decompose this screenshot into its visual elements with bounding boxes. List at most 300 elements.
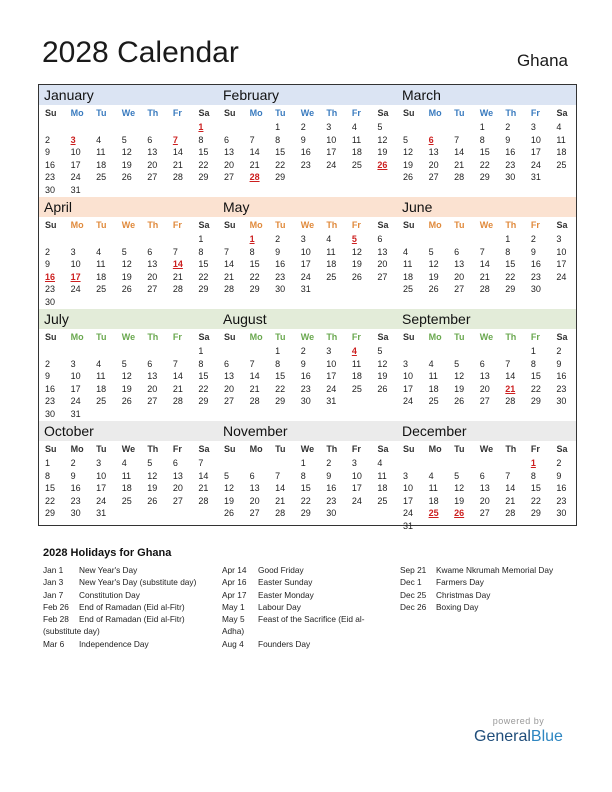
day-cell: 25 — [351, 159, 362, 170]
day-cell: 17 — [300, 259, 311, 270]
empty-day-cell — [397, 345, 423, 358]
day-cell: 20 — [172, 483, 183, 494]
day-cell: 1 — [530, 346, 536, 356]
day-cell: 7 — [172, 246, 178, 257]
day-cell: 4 — [428, 358, 434, 369]
day-grid — [218, 121, 397, 184]
empty-day-cell — [141, 233, 167, 246]
day-cell: 12 — [147, 470, 158, 481]
day-cell: 15 — [505, 259, 516, 270]
day-cell: 3 — [70, 246, 76, 257]
day-cell: 24 — [96, 495, 107, 506]
day-cell: 16 — [300, 371, 311, 382]
weekday-label: We — [479, 108, 494, 118]
day-cell: 20 — [147, 383, 158, 394]
day-cell: 11 — [96, 259, 106, 270]
weekday-label: Fr — [351, 332, 361, 342]
day-cell: 13 — [224, 147, 235, 158]
day-cell: 8 — [530, 358, 536, 369]
day-cell: 13 — [172, 470, 183, 481]
holiday-name: Easter Monday — [258, 589, 314, 600]
day-cell: 19 — [377, 371, 388, 382]
day-cell: 21 — [172, 271, 183, 282]
day-cell: 1 — [275, 346, 281, 356]
weekday-label: Mo — [249, 332, 263, 342]
holiday-date: Jan 1 — [43, 565, 64, 575]
holiday-date: May 1 — [222, 601, 245, 612]
day-cell: 6 — [224, 134, 230, 145]
day-cell: 28 — [505, 508, 516, 519]
holiday-day-cell: 14 — [172, 259, 183, 270]
day-cell: 4 — [403, 246, 409, 257]
weekday-header — [39, 217, 218, 233]
day-cell: 19 — [121, 159, 132, 170]
day-cell: 17 — [96, 483, 107, 494]
holiday-list-item — [222, 576, 398, 588]
weekday-label: Fr — [530, 220, 540, 230]
day-cell: 3 — [326, 122, 332, 132]
day-cell: 13 — [454, 259, 465, 270]
day-cell: 5 — [121, 358, 127, 369]
day-cell: 29 — [249, 284, 260, 295]
day-cell: 3 — [403, 358, 409, 369]
weekday-header — [397, 441, 576, 457]
day-cell: 6 — [147, 246, 153, 257]
day-cell: 20 — [479, 495, 490, 506]
day-cell: 25 — [556, 159, 567, 170]
day-cell: 7 — [249, 134, 255, 145]
day-cell: 5 — [377, 122, 383, 132]
day-cell: 8 — [479, 134, 485, 145]
generalblue-logo — [474, 728, 563, 746]
empty-day-cell — [448, 233, 474, 246]
holiday-day-cell: 17 — [70, 271, 81, 282]
day-cell: 3 — [96, 458, 102, 468]
day-cell: 3 — [326, 346, 332, 356]
month-name: April — [39, 197, 218, 217]
day-cell: 12 — [454, 371, 465, 382]
day-cell: 24 — [530, 159, 541, 170]
day-cell: 5 — [121, 134, 127, 145]
day-cell: 19 — [224, 495, 235, 506]
weekday-label: Sa — [198, 332, 210, 342]
holiday-day-cell: 4 — [351, 346, 357, 356]
empty-day-cell — [90, 121, 116, 134]
day-cell: 18 — [326, 259, 337, 270]
powered-by-text: powered by — [492, 716, 545, 726]
day-cell: 18 — [403, 271, 414, 282]
day-cell: 16 — [326, 483, 337, 494]
day-cell: 17 — [70, 159, 81, 170]
empty-day-cell — [397, 457, 423, 470]
holiday-list-item — [43, 613, 223, 625]
day-grid — [397, 121, 576, 184]
month-name: November — [218, 421, 397, 441]
weekday-label: Su — [403, 220, 415, 230]
day-cell: 6 — [454, 246, 460, 257]
day-cell: 13 — [147, 147, 158, 158]
weekday-label: Th — [147, 220, 159, 230]
day-cell: 25 — [96, 396, 107, 407]
holiday-list-item — [222, 625, 398, 637]
day-cell: 28 — [172, 284, 183, 295]
day-cell: 29 — [530, 508, 541, 519]
day-cell: 10 — [530, 134, 541, 145]
weekday-label: We — [121, 444, 136, 454]
day-cell: 2 — [275, 234, 281, 244]
day-cell: 24 — [351, 495, 362, 506]
day-cell: 10 — [326, 358, 337, 369]
empty-day-cell — [116, 121, 142, 134]
day-cell: 22 — [275, 383, 286, 394]
holiday-day-cell: 3 — [70, 134, 76, 145]
weekday-label: Sa — [377, 332, 389, 342]
weekday-label: Sa — [377, 220, 389, 230]
day-cell: 27 — [147, 284, 158, 295]
day-cell: 25 — [326, 271, 337, 282]
day-cell: 5 — [121, 246, 127, 257]
empty-day-cell — [116, 233, 142, 246]
weekday-label: Sa — [556, 444, 568, 454]
day-cell: 26 — [428, 284, 439, 295]
weekday-label: Th — [505, 108, 517, 118]
day-cell: 15 — [198, 259, 209, 270]
holiday-list-item — [43, 589, 223, 601]
day-cell: 29 — [198, 284, 209, 295]
day-cell: 21 — [505, 495, 516, 506]
day-cell: 30 — [45, 184, 56, 195]
day-cell: 2 — [556, 346, 562, 356]
weekday-label: Mo — [249, 108, 263, 118]
day-cell: 13 — [428, 147, 439, 158]
day-cell: 10 — [70, 147, 81, 158]
day-cell: 16 — [70, 483, 81, 494]
empty-day-cell — [448, 345, 474, 358]
holiday-list-item — [400, 601, 576, 613]
weekday-label: We — [300, 108, 315, 118]
day-cell: 10 — [70, 371, 81, 382]
day-cell: 28 — [224, 284, 235, 295]
empty-day-cell — [218, 121, 244, 134]
day-cell: 9 — [300, 358, 306, 369]
weekday-header — [218, 441, 397, 457]
day-cell: 10 — [351, 470, 362, 481]
day-cell: 11 — [121, 470, 132, 481]
weekday-label: Mo — [70, 444, 84, 454]
day-cell: 13 — [147, 259, 158, 270]
empty-day-cell — [141, 345, 167, 358]
calendar-grid — [38, 84, 577, 531]
weekday-header — [397, 217, 576, 233]
day-cell: 26 — [377, 383, 388, 394]
weekday-header — [39, 441, 218, 457]
day-cell: 21 — [454, 159, 465, 170]
day-cell: 25 — [428, 396, 439, 407]
day-cell: 8 — [198, 246, 204, 257]
month-name: February — [218, 85, 397, 105]
day-cell: 1 — [198, 346, 204, 356]
day-cell: 23 — [275, 271, 286, 282]
day-cell: 29 — [275, 172, 286, 183]
weekday-header — [218, 105, 397, 121]
day-cell: 3 — [403, 470, 409, 481]
day-cell: 17 — [556, 259, 567, 270]
empty-day-cell — [90, 233, 116, 246]
weekday-label: Tu — [454, 108, 465, 118]
day-cell: 26 — [403, 172, 414, 183]
month-name: July — [39, 309, 218, 329]
day-cell: 15 — [249, 259, 260, 270]
day-cell: 28 — [479, 284, 490, 295]
day-cell: 23 — [505, 159, 516, 170]
weekday-label: Sa — [556, 220, 568, 230]
day-cell: 27 — [172, 495, 183, 506]
day-cell: 22 — [198, 159, 209, 170]
day-cell: 2 — [326, 458, 332, 468]
weekday-label: Su — [224, 108, 236, 118]
holiday-day-cell: 6 — [428, 134, 434, 145]
empty-day-cell — [499, 345, 525, 358]
day-cell: 30 — [556, 508, 567, 519]
day-cell: 8 — [530, 470, 536, 481]
holiday-list-item — [43, 576, 223, 588]
day-cell: 8 — [275, 134, 281, 145]
day-cell: 22 — [300, 495, 311, 506]
day-cell: 17 — [351, 483, 362, 494]
holiday-date: Mar 6 — [43, 638, 65, 649]
day-cell: 15 — [198, 371, 209, 382]
day-cell: 27 — [479, 396, 490, 407]
day-cell: 4 — [428, 470, 434, 481]
day-cell: 2 — [530, 234, 536, 244]
weekday-label: Tu — [275, 220, 286, 230]
day-cell: 16 — [530, 259, 541, 270]
day-cell: 20 — [428, 159, 439, 170]
day-cell: 9 — [530, 246, 536, 257]
day-cell: 9 — [45, 259, 51, 270]
day-cell: 3 — [351, 458, 357, 468]
day-cell: 22 — [505, 271, 516, 282]
day-cell: 14 — [505, 371, 516, 382]
day-cell: 2 — [505, 122, 511, 132]
day-cell: 29 — [300, 508, 311, 519]
day-cell: 13 — [377, 246, 388, 257]
day-cell: 1 — [45, 458, 51, 468]
day-cell: 24 — [326, 159, 337, 170]
empty-day-cell — [167, 121, 193, 134]
day-cell: 5 — [454, 470, 460, 481]
day-cell: 11 — [96, 371, 106, 382]
country-label: Ghana — [516, 51, 568, 70]
day-cell: 15 — [530, 371, 541, 382]
day-cell: 12 — [121, 259, 132, 270]
holiday-list-item — [222, 564, 398, 576]
day-cell: 1 — [505, 234, 511, 244]
day-cell: 29 — [479, 172, 490, 183]
day-cell: 20 — [147, 271, 158, 282]
day-cell: 25 — [121, 495, 132, 506]
day-cell: 11 — [428, 483, 438, 494]
day-cell: 18 — [351, 147, 362, 158]
day-cell: 18 — [96, 383, 107, 394]
day-cell: 9 — [326, 470, 332, 481]
weekday-label: Su — [403, 108, 415, 118]
empty-day-cell — [90, 345, 116, 358]
day-cell: 20 — [147, 159, 158, 170]
day-cell: 19 — [351, 259, 362, 270]
empty-day-cell — [39, 233, 65, 246]
empty-day-cell — [423, 233, 449, 246]
day-cell: 27 — [249, 508, 260, 519]
empty-day-cell — [218, 457, 244, 470]
day-cell: 2 — [70, 458, 76, 468]
day-cell: 8 — [198, 134, 204, 145]
day-cell: 12 — [377, 358, 388, 369]
empty-day-cell — [474, 345, 500, 358]
day-cell: 27 — [224, 396, 235, 407]
day-cell: 26 — [454, 396, 465, 407]
day-cell: 5 — [377, 346, 383, 356]
weekday-label: Fr — [530, 332, 540, 342]
holiday-name: Labour Day — [258, 601, 301, 612]
weekday-header — [39, 329, 218, 345]
holiday-name: Independence Day — [79, 638, 149, 649]
weekday-label: Tu — [454, 332, 465, 342]
weekday-label: We — [479, 220, 494, 230]
holiday-list-item — [43, 601, 223, 613]
day-cell: 30 — [45, 408, 56, 419]
weekday-label: Tu — [454, 444, 465, 454]
day-cell: 23 — [556, 495, 567, 506]
day-cell: 12 — [224, 483, 235, 494]
day-cell: 31 — [530, 172, 541, 183]
day-cell: 3 — [556, 234, 562, 244]
holiday-date: Jan 7 — [43, 589, 64, 600]
holiday-name: Constitution Day — [79, 589, 140, 600]
month-name: March — [397, 85, 576, 105]
empty-day-cell — [474, 233, 500, 246]
month-march — [397, 85, 576, 195]
weekday-label: Su — [224, 444, 236, 454]
day-cell: 1 — [275, 122, 281, 132]
day-cell: 1 — [300, 458, 306, 468]
weekday-label: Fr — [172, 108, 182, 118]
holiday-date: Feb 26 — [43, 601, 69, 612]
weekday-label: We — [121, 220, 136, 230]
weekday-label: Tu — [275, 332, 286, 342]
day-cell: 10 — [403, 483, 414, 494]
day-cell: 27 — [479, 508, 490, 519]
day-cell: 28 — [454, 172, 465, 183]
day-cell: 11 — [428, 371, 438, 382]
month-april — [39, 197, 218, 307]
month-november — [218, 421, 397, 531]
weekday-label: Sa — [198, 444, 210, 454]
empty-day-cell — [244, 457, 270, 470]
day-cell: 7 — [275, 470, 281, 481]
weekday-label: Su — [45, 332, 57, 342]
holiday-name: New Year's Day — [79, 565, 138, 575]
holiday-date: Jan 3 — [43, 577, 64, 588]
holiday-name: End of Ramadan (Eid al-Fitr) — [79, 601, 185, 612]
month-august — [218, 309, 397, 419]
holiday-day-cell: 5 — [351, 234, 357, 244]
day-cell: 20 — [224, 383, 235, 394]
day-cell: 12 — [403, 147, 414, 158]
day-cell: 26 — [351, 271, 362, 282]
month-february — [218, 85, 397, 195]
day-cell: 6 — [224, 358, 230, 369]
weekday-header — [218, 329, 397, 345]
holiday-name: New Year's Day (substitute day) — [79, 577, 197, 588]
holiday-name: (substitute day) — [43, 626, 100, 637]
day-cell: 15 — [530, 483, 541, 494]
day-cell: 26 — [224, 508, 235, 519]
day-cell: 16 — [505, 147, 516, 158]
day-cell: 27 — [147, 396, 158, 407]
day-cell: 23 — [45, 172, 56, 183]
holiday-list-item — [222, 638, 398, 650]
holiday-name: Boxing Day — [436, 601, 479, 612]
weekday-label: Th — [505, 332, 517, 342]
holiday-column-3 — [400, 564, 576, 613]
day-cell: 7 — [224, 246, 230, 257]
day-cell: 29 — [198, 172, 209, 183]
day-cell: 19 — [377, 147, 388, 158]
day-cell: 14 — [249, 147, 260, 158]
holidays-title: 2028 Holidays for Ghana — [43, 547, 172, 559]
weekday-label: Th — [326, 444, 338, 454]
day-cell: 8 — [45, 470, 51, 481]
day-cell: 6 — [249, 470, 255, 481]
weekday-label: We — [479, 444, 494, 454]
weekday-label: Th — [147, 332, 159, 342]
day-cell: 26 — [121, 284, 132, 295]
holiday-day-cell: 1 — [249, 234, 255, 244]
day-cell: 13 — [224, 371, 235, 382]
day-cell: 4 — [351, 122, 357, 132]
holiday-name: Feast of the Sacrifice (Eid al- — [258, 614, 365, 625]
day-cell: 29 — [198, 396, 209, 407]
day-cell: 31 — [300, 284, 311, 295]
day-cell: 6 — [479, 470, 485, 481]
day-cell: 15 — [275, 147, 286, 158]
weekday-label: We — [300, 332, 315, 342]
day-cell: 24 — [556, 271, 567, 282]
day-cell: 7 — [172, 358, 178, 369]
day-cell: 23 — [45, 396, 56, 407]
day-cell: 8 — [198, 358, 204, 369]
day-grid — [397, 233, 576, 296]
day-cell: 30 — [275, 284, 286, 295]
day-cell: 27 — [454, 284, 465, 295]
day-cell: 9 — [556, 470, 562, 481]
holiday-name: Farmers Day — [436, 577, 484, 588]
holiday-day-cell: 26 — [454, 508, 465, 519]
day-cell: 7 — [505, 358, 511, 369]
weekday-label: Fr — [172, 444, 182, 454]
month-july — [39, 309, 218, 419]
month-name: September — [397, 309, 576, 329]
holiday-list-item — [43, 625, 223, 637]
day-cell: 12 — [351, 246, 362, 257]
day-cell: 12 — [377, 134, 388, 145]
day-cell: 24 — [70, 284, 81, 295]
day-cell: 28 — [505, 396, 516, 407]
day-cell: 22 — [198, 271, 209, 282]
weekday-label: We — [300, 444, 315, 454]
empty-day-cell — [244, 345, 270, 358]
